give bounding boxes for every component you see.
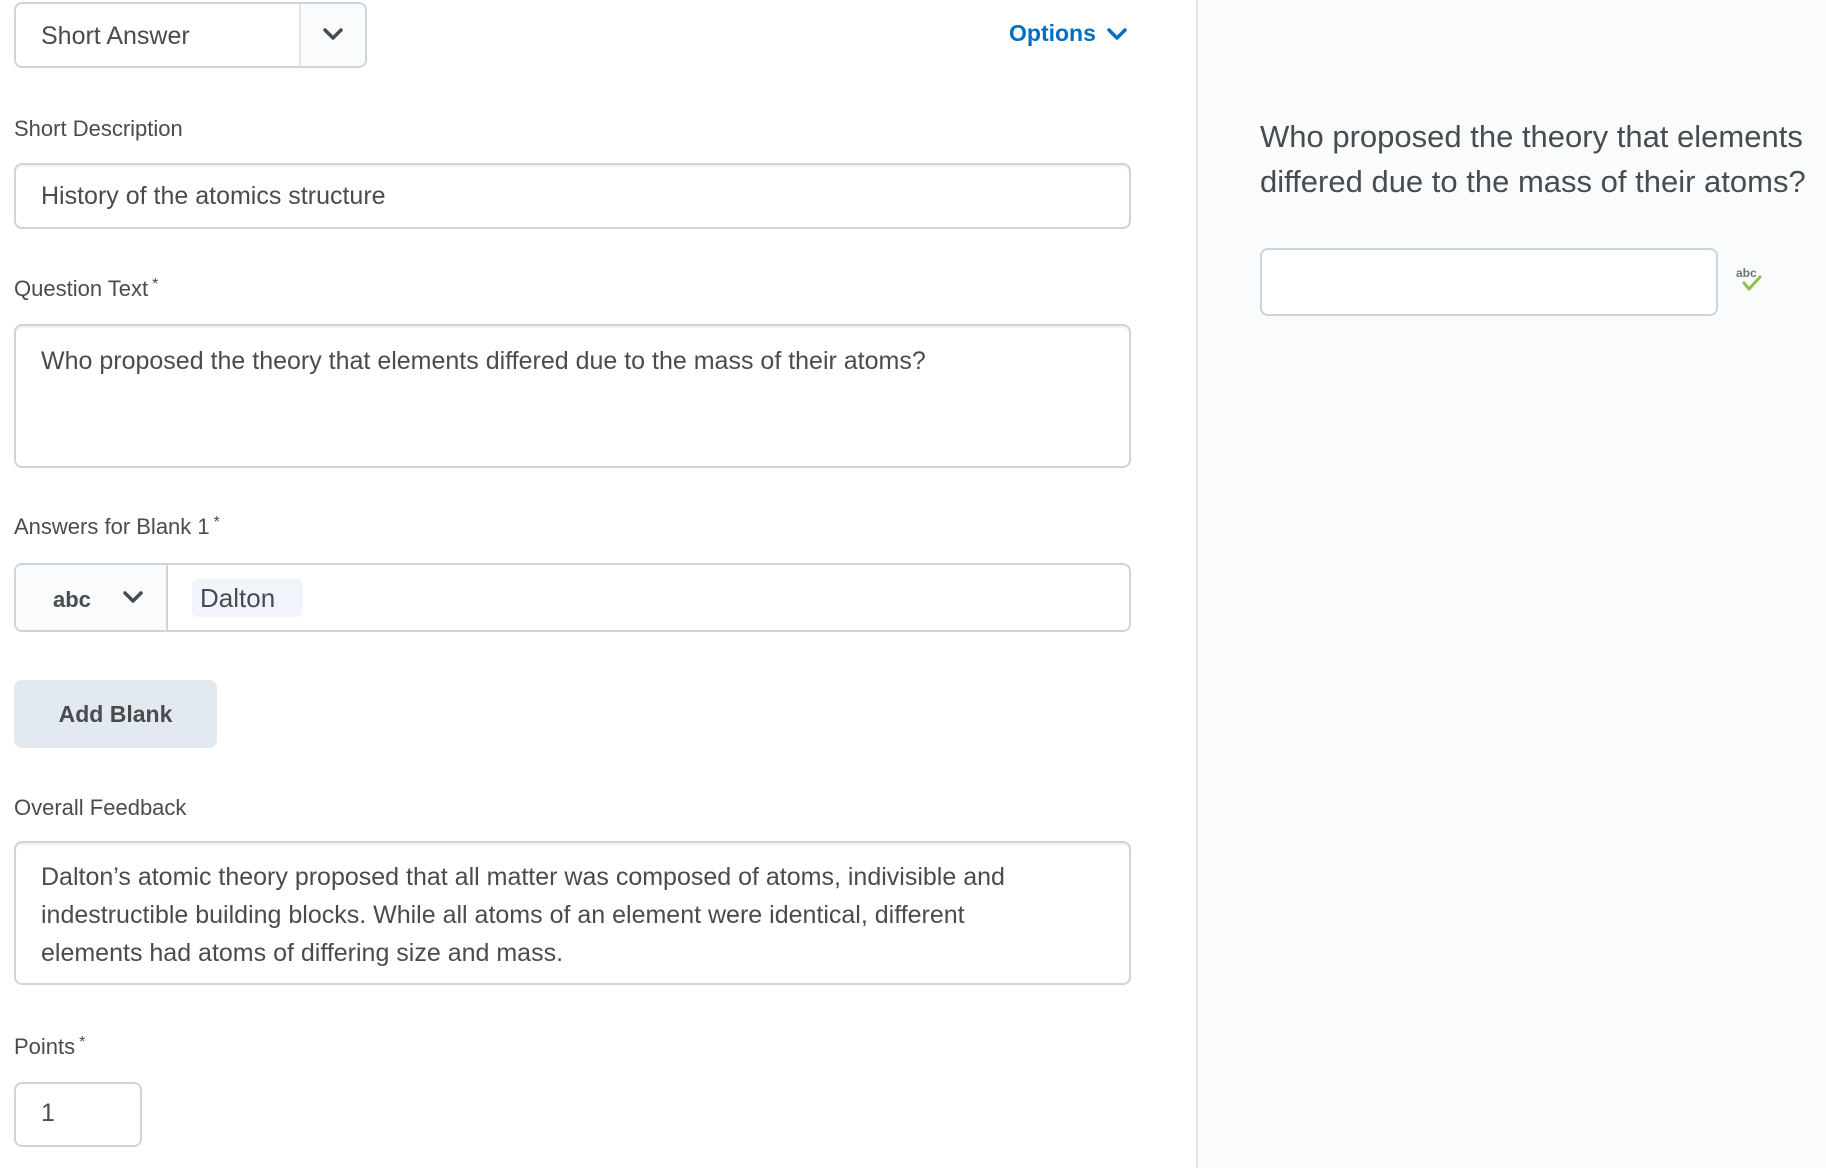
chevron-down-icon [322,27,344,43]
short-description-label: Short Description [14,116,183,141]
points-value: 1 [41,1099,55,1127]
question-text-input[interactable] [14,324,1131,468]
required-mark: * [152,276,159,293]
question-type-value: Short Answer [41,22,190,50]
feedback-line: elements had atoms of differing size and mass. [41,939,564,967]
overall-feedback-input[interactable] [14,841,1131,985]
add-blank-button[interactable]: Add Blank [14,680,217,748]
answers-blank-label: Answers for Blank 1 * [14,514,220,539]
question-preview-panel [1198,0,1826,1168]
question-type-select[interactable] [14,2,367,68]
short-description-value: History of the atomics structure [41,182,386,210]
preview-answer-input[interactable] [1260,248,1718,316]
question-text-label: Question Text * [14,276,159,301]
short-description-input[interactable] [14,163,1131,229]
required-mark: * [79,1034,86,1051]
overall-feedback-label: Overall Feedback [14,795,187,820]
options-label: Options [1009,20,1096,46]
feedback-line: indestructible building blocks. While all atoms of an element were identical, different [41,901,965,929]
required-mark: * [213,514,220,531]
points-label: Points * [14,1034,86,1059]
answer-chip-input[interactable]: Dalton [192,579,303,617]
options-dropdown-button[interactable] [1009,20,1128,47]
answer-type-value: abc [53,587,91,612]
spellcheck-icon[interactable] [1734,264,1766,296]
feedback-line: Dalton’s atomic theory proposed that all matter was composed of atoms, indivisible and [41,863,1005,891]
points-input[interactable] [14,1082,142,1147]
chevron-down-icon [1106,26,1128,42]
answer-type-select[interactable] [16,565,168,630]
chevron-down-icon [122,590,144,606]
preview-question-text: Who proposed the theory that elements differed due to the mass of their atoms? [1260,119,1806,199]
answer-blank-1-row [14,563,1131,632]
svg-text:abc: abc [1736,266,1757,280]
question-type-dropdown-toggle[interactable] [299,4,365,66]
question-text-value: Who proposed the theory that elements differed due to the mass of their atoms? [41,347,926,375]
